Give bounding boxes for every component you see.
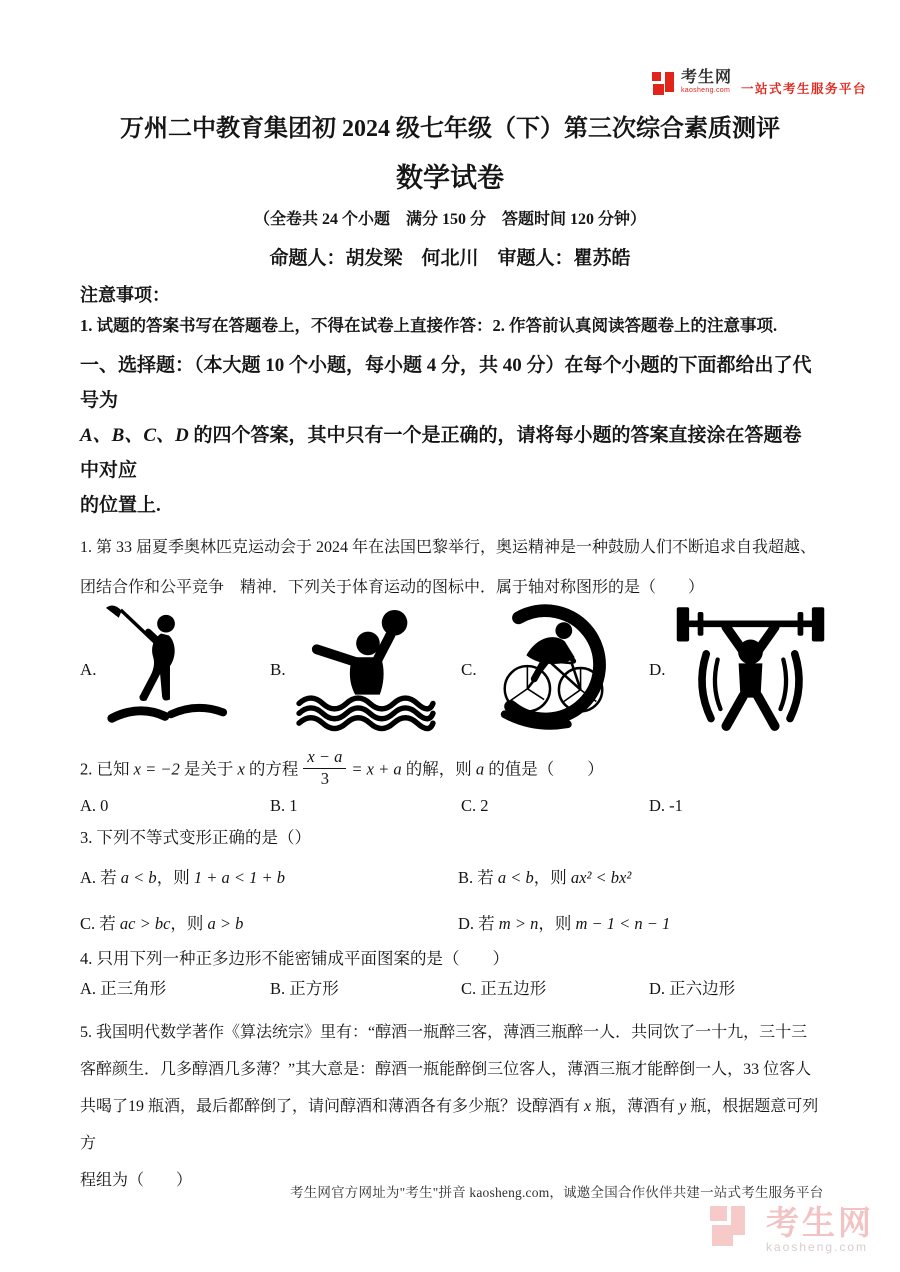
question-4-options	[80, 978, 820, 1000]
question-3-option-b: B. 若 a < b，则 ax² < bx²	[458, 867, 632, 887]
watermark-text-column	[766, 1206, 874, 1254]
subject-title: 数学试卷	[396, 163, 504, 193]
question-2-options	[80, 795, 820, 817]
question-1-line-2: 团结合作和公平竞争 精神．下列关于体育运动的图标中．属于轴对称图形的是（ ）	[80, 579, 705, 596]
logo-text-column	[681, 70, 732, 94]
question-5-line-1: 5. 我国明代数学著作《算法统宗》里有：“醇酒一瓶醉三客，薄酒三瓶醉一人．共同饮了一十九，三十三	[80, 1023, 808, 1041]
question-1-options	[80, 600, 820, 740]
exam-title: 万州二中教育集团初 2024 级七年级（下）第三次综合素质测评	[120, 116, 780, 142]
section-line-1: 一、选择题：（本大题 10 个小题，每小题 4 分，共 40 分）在每个小题的下面都给出了代号为	[80, 355, 812, 411]
cycling-icon	[483, 604, 621, 736]
question-1-line-1: 1. 第 33 届夏季奥林匹克运动会于 2024 年在法国巴黎举行，奥运精神是一种鼓励人们不断追求自我超越、	[80, 539, 817, 556]
question-2: 2. 已知 x = −2 是关于 x 的方程 $\frac{x - a}{3}$ = x + a 的解，则 a 的值是（ ）	[80, 747, 604, 788]
question-1-option-b	[270, 600, 461, 740]
question-4-option-b: B. 正方形	[270, 978, 339, 998]
golf-icon	[103, 603, 233, 737]
answer-letters: A、B、C、D	[80, 425, 189, 446]
logo-domain: kaosheng.com	[681, 87, 731, 94]
question-5	[80, 1014, 820, 1199]
question-4-option-a: A. 正三角形	[80, 978, 167, 998]
authors-line: 命题人：胡发梁 何北川 审题人：瞿苏皓	[269, 248, 631, 269]
question-3: 3. 下列不等式变形正确的是（）	[80, 827, 311, 847]
paper-content	[80, 112, 820, 1199]
question-1-option-d	[649, 600, 829, 740]
question-4-option-c: C. 正五边形	[461, 978, 547, 998]
question-5-line-2: 客醉颜生．几多醇酒几多薄？”其大意是：醇酒一瓶能醉倒三位客人，薄酒三瓶才能醉倒一人，33 位客人	[80, 1060, 812, 1078]
option-label: C.	[461, 660, 477, 679]
question-1	[80, 528, 820, 608]
weightlifting-icon	[672, 606, 829, 734]
logo-brand: 考生网	[681, 69, 733, 86]
kaosheng-blocks-icon	[710, 1206, 758, 1250]
kaosheng-blocks-icon	[652, 72, 676, 95]
question-2-option-b: B. 1	[270, 795, 298, 815]
option-label: B.	[270, 660, 286, 679]
kaosheng-watermark	[710, 1206, 874, 1254]
question-3-option-d: D. 若 m > n，则 m − 1 < n − 1	[458, 913, 671, 933]
section-line-3: 的位置上.	[80, 495, 161, 516]
section-1-instructions	[80, 348, 820, 523]
question-5-line-3: 共喝了19 瓶酒，最后都醉倒了，请问醇酒和薄酒各有多少瓶？设醇酒有 x 瓶，薄酒有 y 瓶，根据题意可列方	[80, 1097, 819, 1152]
question-5-line-4: 程组为（ ）	[80, 1171, 193, 1189]
section-line-2	[80, 418, 820, 488]
question-2-number: 2.	[80, 759, 93, 779]
question-2-option-c: C. 2	[461, 795, 489, 815]
section-line-2-text: 的四个答案，其中只有一个是正确的，请将每小题的答案直接涂在答题卷中对应	[80, 425, 802, 481]
option-label: A.	[80, 660, 97, 679]
watermark-domain: kaosheng.com	[766, 1240, 869, 1254]
notes-line: 1. 试题的答案书写在答题卷上，不得在试卷上直接作答：2. 作答前认真阅读答题卷上的注意事项.	[80, 316, 778, 335]
question-4-option-d: D. 正六边形	[649, 978, 736, 998]
kaosheng-logo	[652, 70, 867, 97]
question-3-option-c: C. 若 ac > bc，则 a > b	[80, 913, 244, 933]
question-1-option-a	[80, 600, 270, 740]
question-3-option-a: A. 若 a < b，则 1 + a < 1 + b	[80, 867, 285, 887]
fraction: $\frac{x - a}{3}$	[303, 748, 346, 789]
question-2-option-a: A. 0	[80, 795, 109, 815]
footer-text: 考生网官方网址为"考生"拼音 kaosheng.com，诚邀全国合作伙伴共建一站式考生服务平台	[290, 1185, 824, 1200]
notes-heading: 注意事项：	[80, 285, 170, 305]
question-4: 4. 只用下列一种正多边形不能密铺成平面图案的是（ ）	[80, 948, 509, 968]
exam-meta-line: （全卷共 24 个小题 满分 150 分 答题时间 120 分钟）	[253, 211, 646, 228]
question-3-options-row-1	[80, 863, 820, 893]
option-label: D.	[649, 660, 666, 679]
logo-tagline: 一站式考生服务平台	[741, 82, 868, 96]
watermark-brand: 考生网	[766, 1204, 874, 1241]
question-1-option-c	[461, 600, 649, 740]
question-2-option-d: D. -1	[649, 795, 683, 815]
water-polo-icon	[292, 606, 440, 734]
question-3-options-row-2	[80, 909, 820, 939]
